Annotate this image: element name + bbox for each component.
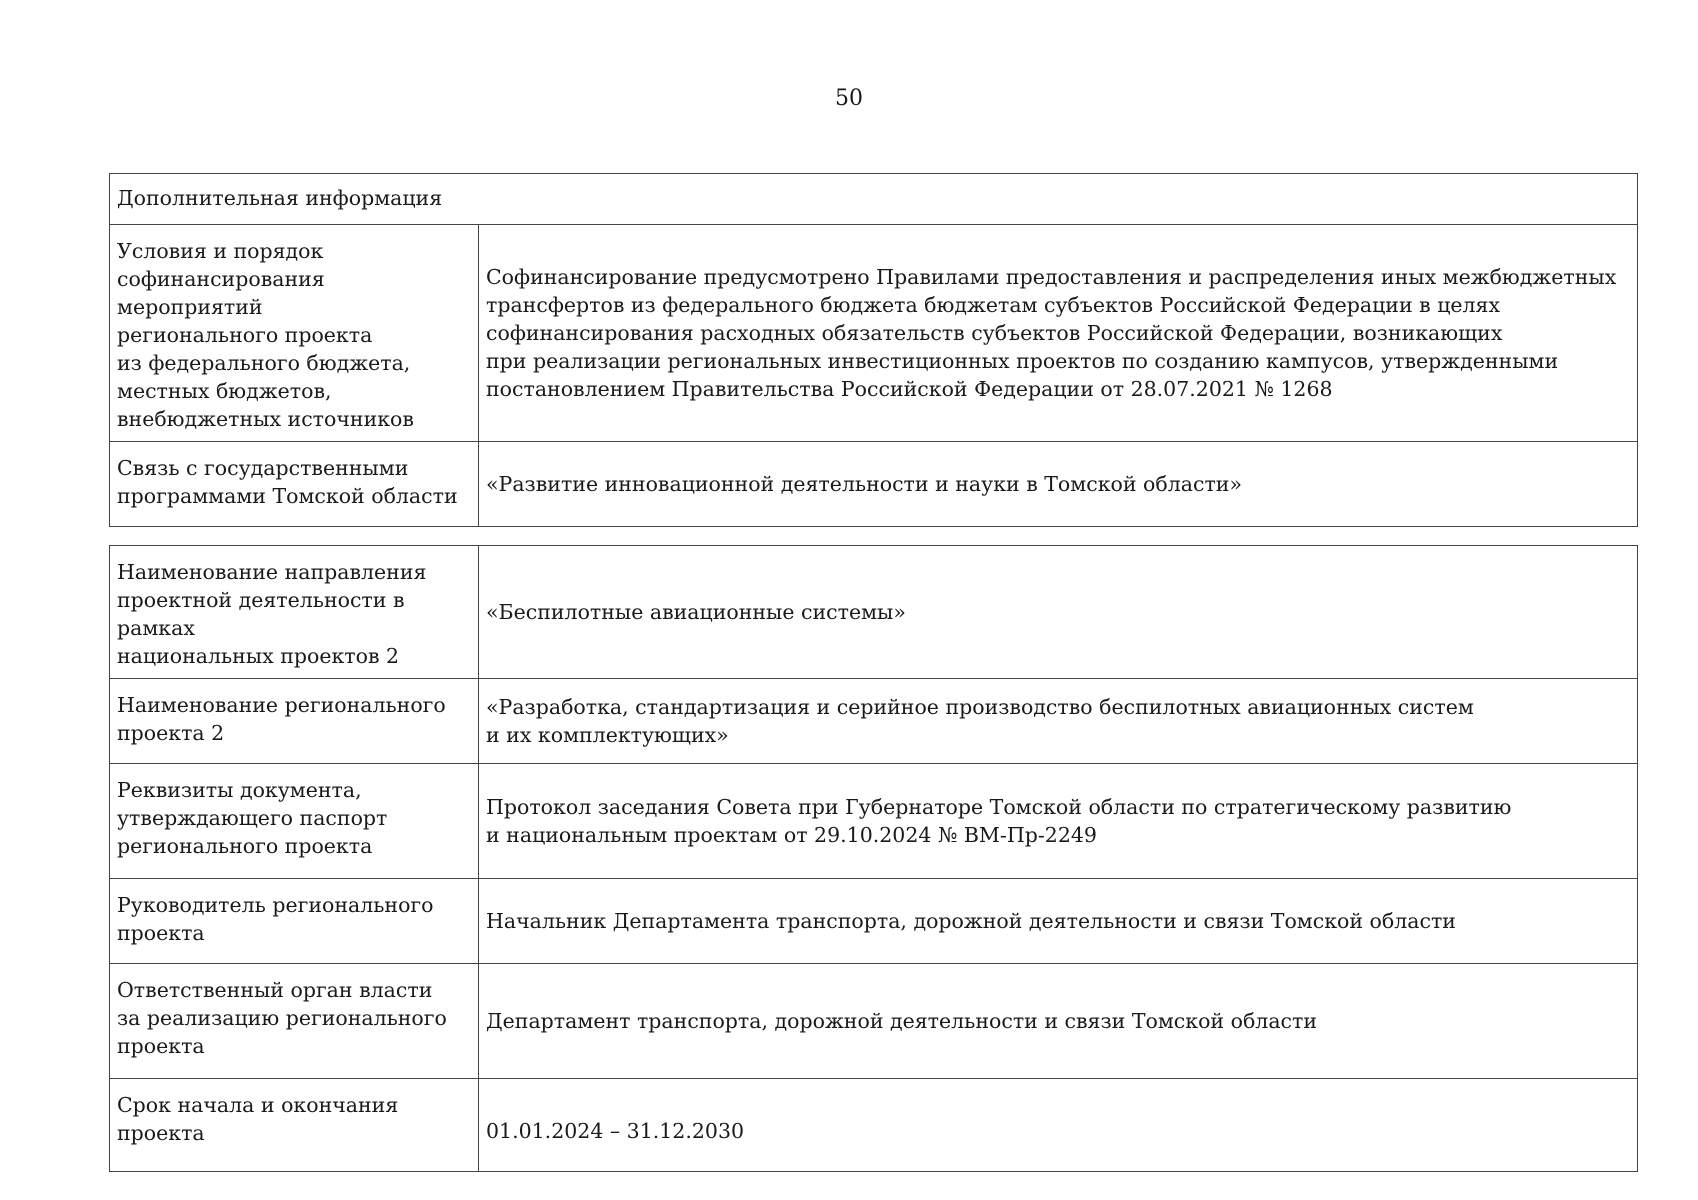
responsible-authority-value: Департамент транспорта, дорожной деятельности и связи Томской области (479, 964, 1638, 1079)
project-direction-value: «Беспилотные авиационные системы» (479, 546, 1638, 679)
table-row (110, 679, 1638, 764)
table-row (110, 1079, 1638, 1172)
cofinancing-conditions-label: Условия и порядок софинансирования мероприятий регионального проекта из федерального бюджета, местных бюджетов, внебюджетных источников (110, 225, 479, 442)
state-programs-link-label: Связь с государственными программами Томской области (110, 442, 479, 527)
project-period-label: Срок начала и окончания проекта (110, 1079, 479, 1172)
document-requisites-value: Протокол заседания Совета при Губернаторе Томской области по стратегическому развитию и национальным проектам от 29.10.2024 № ВМ-Пр-2249 (479, 764, 1638, 879)
table-row (110, 442, 1638, 527)
table-row (110, 964, 1638, 1079)
regional-project-table (109, 545, 1638, 1172)
regional-project-name-label: Наименование регионального проекта 2 (110, 679, 479, 764)
regional-project-name-value: «Разработка, стандартизация и серийное производство беспилотных авиационных систем и их комплектующих» (479, 679, 1638, 764)
project-head-value: Начальник Департамента транспорта, дорожной деятельности и связи Томской области (479, 879, 1638, 964)
table-row (110, 764, 1638, 879)
additional-info-header: Дополнительная информация (110, 174, 1638, 225)
table-row (110, 225, 1638, 442)
project-period-value: 01.01.2024 – 31.12.2030 (479, 1079, 1638, 1172)
additional-info-table (109, 173, 1638, 527)
page-number: 50 (835, 86, 863, 111)
table-row (110, 879, 1638, 964)
project-direction-label: Наименование направления проектной деятельности в рамках национальных проектов 2 (110, 546, 479, 679)
document-requisites-label: Реквизиты документа, утверждающего паспорт регионального проекта (110, 764, 479, 879)
cofinancing-conditions-value: Софинансирование предусмотрено Правилами предоставления и распределения иных межбюджетных трансфертов из федерального бюджета бюджетам субъектов Российской Федерации в целях софинансирования расходных обязательств субъектов Российской Федерации, возникающих при реализации региональных инвестиционных проектов по созданию кампусов, утвержденными постановлением Правительства Российской Федерации от 28.07.2021 № 1268 (479, 225, 1638, 442)
responsible-authority-label: Ответственный орган власти за реализацию регионального проекта (110, 964, 479, 1079)
state-programs-link-value: «Развитие инновационной деятельности и науки в Томской области» (479, 442, 1638, 527)
table-header-row (110, 174, 1638, 225)
project-head-label: Руководитель регионального проекта (110, 879, 479, 964)
table-row (110, 546, 1638, 679)
